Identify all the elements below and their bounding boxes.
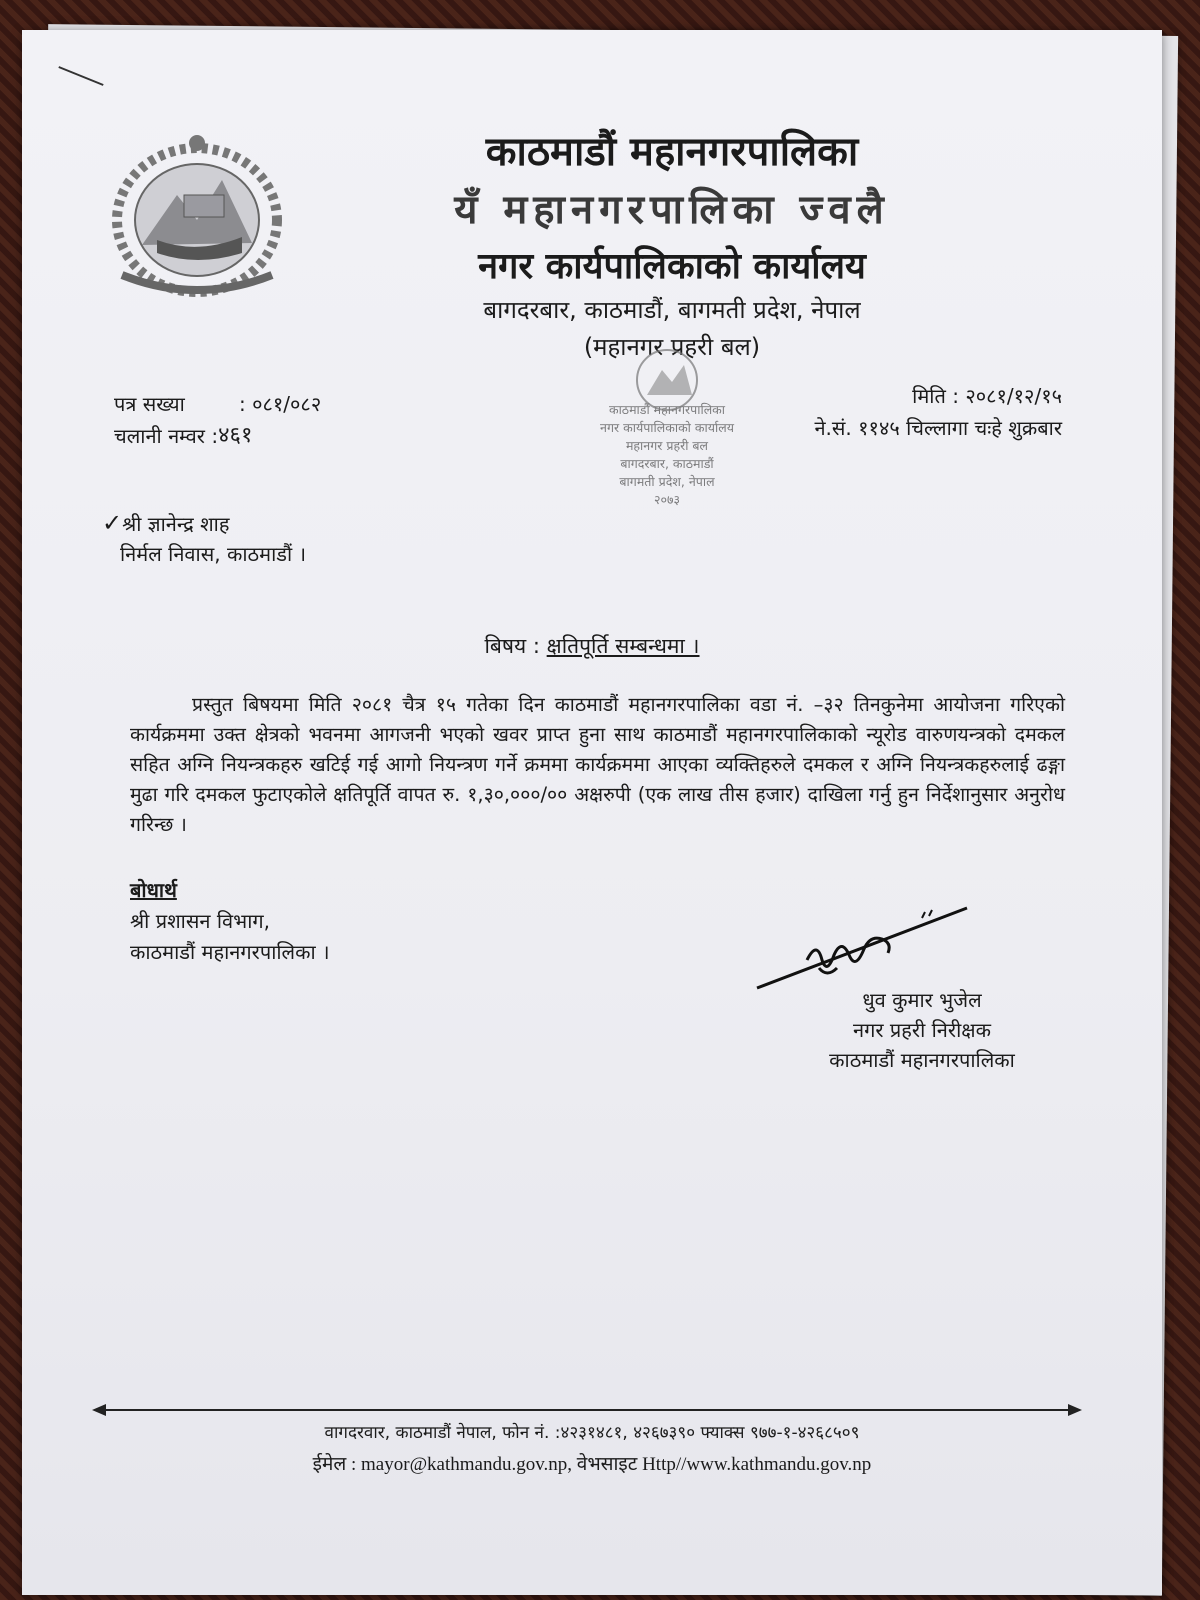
signatory-organization: काठमाडौं महानगरपालिका — [829, 1048, 1015, 1072]
cc-line: श्री प्रशासन विभाग, — [130, 909, 270, 933]
subject-text: क्षतिपूर्ति सम्बन्धमा । — [546, 634, 700, 658]
date-block — [752, 380, 1062, 444]
letterhead-address: बागदरबार, काठमाडौं, बागमती प्रदेश, नेपाल — [483, 296, 861, 324]
footer-web: ईमेल : mayor@kathmandu.gov.np, वेभसाइट Http//www.kathmandu.gov.np — [312, 1454, 872, 1475]
stamp-line: २०७३ — [653, 492, 680, 507]
cc-line: काठमाडौं महानगरपालिका । — [130, 940, 330, 964]
stamp-line: बागमती प्रदेश, नेपाल — [619, 474, 715, 489]
stamp-line: नगर कार्यपालिकाको कार्यालय — [600, 420, 734, 435]
signatory-block — [792, 985, 1052, 1075]
letter-page — [22, 30, 1162, 1595]
cc-block — [130, 875, 330, 968]
footer-contact: वागदरवार, काठमाडौं नेपाल, फोन नं. :४२३१४८१, ४२६७३९० फ्याक्स ९७७-१-४२६८५०९ — [324, 1423, 860, 1443]
dispatch-number-label: चलानी नम्वर : — [114, 424, 219, 448]
recipient-address: निर्मल निवास, काठमाडौं । — [120, 542, 307, 566]
stamp-line: महानगर प्रहरी बल — [625, 438, 709, 453]
pen-mark — [58, 66, 103, 86]
cc-title: बोधार्थ — [130, 878, 177, 902]
signatory-designation: नगर प्रहरी निरीक्षक — [853, 1018, 991, 1042]
check-mark-icon: ✓ — [102, 509, 123, 537]
letterhead-office: नगर कार्यपालिकाको कार्यालय — [478, 246, 866, 287]
dispatch-number-row — [114, 420, 321, 452]
signatory-name: धुव कुमार भुजेल — [862, 988, 982, 1012]
letterhead-title: काठमाडौं महानगरपालिका — [485, 129, 859, 175]
letter-number-row — [114, 388, 321, 420]
subject-line — [22, 632, 1162, 660]
recipient-block — [102, 508, 306, 569]
stamp-line: काठमाडौं महानगरपालिका — [608, 402, 726, 417]
recipient-name: श्री ज्ञानेन्द्र शाह — [122, 512, 230, 536]
reference-block — [114, 388, 321, 452]
letter-body: प्रस्तुत बिषयमा मिति २०८१ चैत्र १५ गतेका दिन काठमाडौं महानगरपालिका वडा नं. –३२ तिनकुनेमा आयोजना गरिएको कार्यक्रममा उक्त क्षेत्रको भवनमा आगजनी भएको खवर प्राप्त हुना साथ काठमाडौं महानगरपालिकाको न्यूरोड वारुणयन्त्रको दमकल सहित अग्नि नियन्त्रकहरु खटिई गई आगो नियन्त्रण गर्ने क्रममा कार्यक्रममा आएका व्यक्तिहरुले दमकल र अग्नि नियन्त्रकहरुलाई ढङ्गा मुढा गरि दमकल फुटाएकोले क्षतिपूर्ति वापत रु. १,३०,०००/०० अक्षरुपी (एक लाख तीस हजार) दाखिला गर्नु हुन निर्देशानुसार अनुरोध गरिन्छ । — [130, 693, 1065, 836]
office-stamp — [592, 340, 742, 530]
stamp-line: बागदरबार, काठमाडौं — [620, 456, 714, 471]
letter-number-label: पत्र सख्या — [114, 392, 185, 416]
date-line: मिति : २०८१/१२/१५ — [912, 384, 1062, 408]
nepal-sambat-line: ने.सं. ११४५ चिल्लागा चःहे शुक्रबार — [814, 416, 1062, 440]
letter-number-value: : ०८१/०८२ — [239, 392, 322, 416]
footer-divider-arrow — [92, 1400, 1082, 1420]
letterhead-stylized-subtitle: यँ महानगरपालिका ज्वलै — [454, 186, 890, 233]
dispatch-number-value: ४६१ — [218, 423, 253, 448]
subject-label: बिषय : — [484, 634, 540, 658]
letterhead-unit: (महानगर प्रहरी बल) — [583, 333, 761, 361]
recipient-name-row — [102, 508, 306, 539]
